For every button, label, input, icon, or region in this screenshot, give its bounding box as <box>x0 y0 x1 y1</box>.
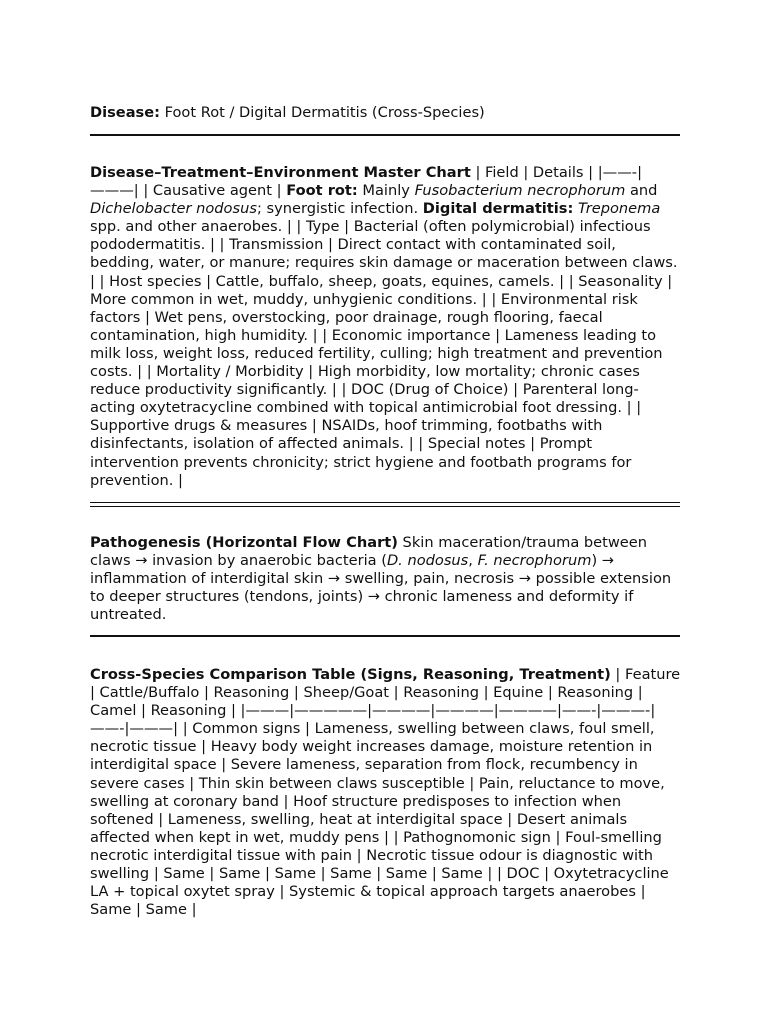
pathogenesis-section <box>90 534 682 624</box>
disease-title-line <box>90 104 680 122</box>
master-chart-heading: Disease–Treatment–Environment Master Chart <box>90 164 471 181</box>
organism-name: Treponema <box>577 200 661 218</box>
double-divider-rule <box>90 502 680 507</box>
master-chart-text: ; synergistic infection. <box>256 200 423 218</box>
disease-label: Disease: <box>90 104 160 121</box>
comparison-section <box>90 666 682 919</box>
organism-name: Dichelobacter nodosus <box>90 200 257 218</box>
master-chart-section <box>90 164 682 490</box>
master-chart-text: spp. and other anaerobes. | | Type | Bacterial (often polymicrobial) infectious pododermatitis. | | Transmission | Direct contact with contaminated soil, bedding, water, or manure; requires skin damage or maceration between claws. | | Host species | Cattle, buffalo, sheep, goats, equines, camels. | | Seasonality | More common in wet, muddy, unhygienic conditions. | | Environmental risk factors | Wet pens, overstocking, poor drainage, rough flooring, faecal contamination, high humidity. | | Economic importance | Lameness leading to milk loss, weight loss, reduced fertility, culling; high treatment and prevention costs. | | Mortality / Morbidity | High morbidity, low mortality; chronic cases reduce productivity significantly. | | DOC (Drug of Choice) | Parenteral long-acting oxytetracycline combined with topical antimicrobial foot dressing. | | Supportive drugs & measures | NSAIDs, hoof trimming, footbaths with disinfectants, isolation of affected animals. | | Special notes | Prompt intervention prevents chronicity; strict hygiene and footbath programs for prevention. | <box>90 218 678 489</box>
comparison-heading: Cross-Species Comparison Table (Signs, Reasoning, Treatment) <box>90 666 611 683</box>
foot-rot-label: Foot rot: <box>286 182 358 200</box>
pathogenesis-heading: Pathogenesis (Horizontal Flow Chart) <box>90 534 398 551</box>
comparison-text: | Feature | Cattle/Buffalo | Reasoning | Sheep/Goat | Reasoning | Equine | Reasoning | Camel | Reasoning | |———|—————|————|————|————|——-|———-|——-|———| | Common signs | Lameness, swelling between claws, foul smell, necrotic tissue | Heavy body weight increases damage, moisture retention in interdigital space | Severe lameness, separation from flock, recumbency in severe cases | Thin skin between claws susceptible | Pain, reluctance to move, swelling at coronary band | Hoof structure predisposes to infection when softened | Lameness, swelling, heat at interdigital space | Desert animals affected when kept in wet, muddy pens | | Pathognomonic sign | Foul-smelling necrotic interdigital tissue with pain | Necrotic tissue odour is diagnostic with swelling | Same | Same | Same | Same | Same | Same | | DOC | Oxytetracycline LA + topical oxytet spray | Systemic & topical approach targets anaerobes | Same | Same | <box>90 666 681 919</box>
organism-name: D. nodosus <box>386 552 469 570</box>
master-chart-text: and <box>625 182 658 200</box>
disease-name: Foot Rot / Digital Dermatitis (Cross-Species) <box>164 104 485 121</box>
divider-rule <box>90 635 680 637</box>
master-chart-text: Mainly <box>357 182 415 200</box>
digital-dermatitis-label: Digital dermatitis: <box>422 200 574 218</box>
master-chart-text: | Field | Details | |——-|———| | Causative agent | <box>90 164 642 200</box>
pathogenesis-text: , <box>468 552 478 570</box>
divider-rule <box>90 134 680 136</box>
organism-name: F. necrophorum <box>477 552 592 570</box>
pathogenesis-text: Skin maceration/trauma between claws → invasion by anaerobic bacteria ( <box>90 534 648 570</box>
pathogenesis-text: ) → inflammation of interdigital skin → swelling, pain, necrosis → possible extension to deeper structures (tendons, joints) → chronic lameness and deformity if untreated. <box>90 552 672 624</box>
organism-name: Fusobacterium necrophorum <box>414 182 626 200</box>
